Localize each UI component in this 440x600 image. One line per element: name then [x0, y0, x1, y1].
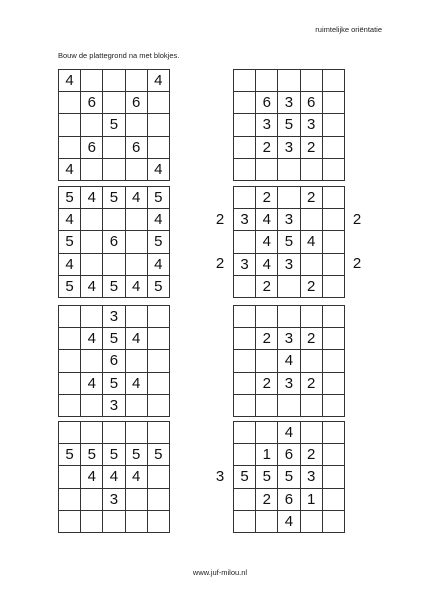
grid-cell: 6 — [103, 350, 125, 372]
grid-cell — [126, 395, 148, 417]
grid-cell: 4 — [148, 70, 170, 92]
grid-cell — [126, 209, 148, 231]
grid-cell — [301, 306, 323, 328]
grid-cell: 3 — [234, 254, 256, 276]
grid-cell: 4 — [256, 231, 278, 253]
grid-cell: 4 — [59, 209, 81, 231]
grid-cell: 2 — [256, 373, 278, 395]
grid-cell: 4 — [148, 209, 170, 231]
grid-cell: 5 — [81, 444, 103, 466]
grid-cell: 4 — [81, 466, 103, 488]
grid-cell: 6 — [81, 137, 103, 159]
worksheet-instruction: Bouw de plattegrond na met blokjes. — [58, 51, 180, 60]
grid-cell — [59, 422, 81, 444]
grid-cell — [323, 137, 345, 159]
grid-cell: 3 — [278, 254, 300, 276]
grid-cell: 4 — [81, 187, 103, 209]
grid-cell: 3 — [103, 306, 125, 328]
grid-cell — [81, 209, 103, 231]
grid-cell — [234, 444, 256, 466]
grid-cell: 3 — [301, 466, 323, 488]
grid-cell — [148, 373, 170, 395]
grid-cell — [323, 395, 345, 417]
outside-right-value: 2 — [352, 255, 362, 273]
grid-cell: 3 — [278, 92, 300, 114]
grid-cell: 4 — [278, 350, 300, 372]
grid-cell — [81, 422, 103, 444]
grid-cell — [103, 159, 125, 181]
grid-cell — [148, 306, 170, 328]
grid-cell — [234, 328, 256, 350]
grid-cell — [256, 511, 278, 533]
grid-cell: 2 — [301, 444, 323, 466]
grid-cell: 4 — [59, 159, 81, 181]
grid-cell: 5 — [103, 444, 125, 466]
grid-cell — [59, 466, 81, 488]
grid-cell: 4 — [148, 254, 170, 276]
grid-cell: 3 — [301, 114, 323, 136]
grid-cell — [323, 231, 345, 253]
footer-url: www.juf-milou.nl — [192, 568, 248, 577]
grid-cell: 6 — [301, 92, 323, 114]
grid-cell — [148, 466, 170, 488]
grid-cell: 6 — [81, 92, 103, 114]
grid-cell: 5 — [278, 231, 300, 253]
grid-cell: 4 — [301, 231, 323, 253]
grid-cell — [278, 187, 300, 209]
grid-cell: 3 — [278, 373, 300, 395]
grid-cell — [59, 511, 81, 533]
grid-cell — [323, 328, 345, 350]
grid-cell: 4 — [126, 328, 148, 350]
grid-cell — [126, 70, 148, 92]
grid-cell — [323, 511, 345, 533]
grid-cell — [81, 489, 103, 511]
grid-cell — [234, 489, 256, 511]
grid-cell: 2 — [301, 328, 323, 350]
grid-cell: 2 — [301, 373, 323, 395]
floor-plan-grid-1 — [58, 69, 170, 181]
grid-cell — [256, 159, 278, 181]
grid-cell: 6 — [278, 444, 300, 466]
grid-cell — [148, 137, 170, 159]
grid-cell — [278, 306, 300, 328]
grid-cell — [301, 254, 323, 276]
grid-cell — [103, 254, 125, 276]
grid-cell — [126, 422, 148, 444]
grid-cell — [323, 114, 345, 136]
grid-cell — [103, 70, 125, 92]
grid-cell — [59, 306, 81, 328]
grid-cell — [59, 350, 81, 372]
grid-cell — [103, 422, 125, 444]
grid-cell — [126, 350, 148, 372]
grid-cell — [323, 276, 345, 298]
grid-cell: 3 — [234, 209, 256, 231]
grid-cell: 3 — [278, 209, 300, 231]
floor-plan-grid-6 — [233, 305, 345, 417]
grid-cell — [59, 395, 81, 417]
grid-cell — [126, 306, 148, 328]
grid-cell: 2 — [301, 137, 323, 159]
grid-cell — [81, 231, 103, 253]
grid-cell: 6 — [256, 92, 278, 114]
grid-cell — [234, 70, 256, 92]
grid-cell — [234, 114, 256, 136]
grid-cell — [103, 209, 125, 231]
grid-cell — [148, 114, 170, 136]
grid-cell: 3 — [278, 328, 300, 350]
grid-cell — [234, 187, 256, 209]
grid-cell: 5 — [126, 444, 148, 466]
grid-cell — [323, 92, 345, 114]
grid-cell — [81, 306, 103, 328]
grid-cell — [126, 231, 148, 253]
grid-cell — [234, 159, 256, 181]
grid-cell — [234, 137, 256, 159]
worksheet-topic: ruimtelijke oriëntatie — [315, 25, 382, 34]
grid-cell — [59, 489, 81, 511]
floor-plan-grid-7 — [58, 421, 170, 533]
grid-cell: 4 — [256, 254, 278, 276]
grid-cell — [256, 422, 278, 444]
floor-plan-grid-2 — [233, 69, 345, 181]
outside-left-value: 3 — [215, 467, 225, 485]
grid-cell — [59, 92, 81, 114]
grid-cell — [148, 328, 170, 350]
grid-cell: 2 — [256, 328, 278, 350]
grid-cell — [234, 373, 256, 395]
grid-cell: 3 — [256, 114, 278, 136]
grid-cell — [234, 350, 256, 372]
grid-cell: 2 — [301, 187, 323, 209]
grid-cell — [148, 395, 170, 417]
grid-cell: 4 — [81, 276, 103, 298]
grid-cell — [234, 422, 256, 444]
grid-cell: 5 — [103, 328, 125, 350]
grid-cell: 3 — [103, 489, 125, 511]
grid-cell — [256, 306, 278, 328]
grid-cell: 4 — [148, 159, 170, 181]
floor-plan-grid-4 — [233, 186, 345, 298]
grid-cell: 4 — [278, 511, 300, 533]
grid-cell: 5 — [59, 444, 81, 466]
grid-cell — [103, 511, 125, 533]
grid-cell — [59, 328, 81, 350]
grid-cell: 5 — [59, 187, 81, 209]
grid-cell: 1 — [301, 489, 323, 511]
grid-cell — [234, 395, 256, 417]
grid-cell: 5 — [59, 276, 81, 298]
grid-cell: 5 — [256, 466, 278, 488]
grid-cell: 4 — [59, 254, 81, 276]
grid-cell: 5 — [148, 276, 170, 298]
grid-cell — [323, 350, 345, 372]
outside-left-value: 2 — [215, 255, 225, 273]
grid-cell: 5 — [278, 114, 300, 136]
grid-cell — [81, 70, 103, 92]
grid-cell: 4 — [256, 209, 278, 231]
grid-cell — [81, 114, 103, 136]
grid-cell — [323, 444, 345, 466]
grid-cell — [148, 422, 170, 444]
grid-cell: 5 — [103, 114, 125, 136]
grid-cell: 3 — [278, 137, 300, 159]
grid-cell — [323, 187, 345, 209]
grid-cell — [323, 373, 345, 395]
grid-cell: 2 — [301, 276, 323, 298]
grid-cell — [148, 489, 170, 511]
grid-cell — [126, 114, 148, 136]
grid-cell — [81, 159, 103, 181]
grid-cell — [234, 92, 256, 114]
grid-cell — [59, 137, 81, 159]
floor-plan-grid-3 — [58, 186, 170, 298]
grid-cell — [103, 137, 125, 159]
grid-cell: 2 — [256, 187, 278, 209]
grid-cell — [126, 159, 148, 181]
grid-cell — [301, 70, 323, 92]
grid-cell — [148, 350, 170, 372]
grid-cell: 2 — [256, 276, 278, 298]
grid-cell: 4 — [126, 276, 148, 298]
grid-cell: 4 — [126, 187, 148, 209]
grid-cell: 2 — [256, 489, 278, 511]
grid-cell — [301, 395, 323, 417]
grid-cell — [256, 70, 278, 92]
grid-cell: 3 — [103, 395, 125, 417]
grid-cell — [301, 422, 323, 444]
grid-cell: 6 — [103, 231, 125, 253]
grid-cell — [234, 511, 256, 533]
grid-cell — [148, 92, 170, 114]
grid-cell: 4 — [103, 466, 125, 488]
grid-cell — [323, 70, 345, 92]
grid-cell — [148, 511, 170, 533]
grid-cell — [323, 466, 345, 488]
grid-cell: 5 — [103, 373, 125, 395]
grid-cell: 2 — [256, 137, 278, 159]
grid-cell — [323, 306, 345, 328]
grid-cell — [323, 159, 345, 181]
grid-cell: 5 — [278, 466, 300, 488]
grid-cell: 5 — [59, 231, 81, 253]
grid-cell — [278, 276, 300, 298]
grid-cell: 4 — [126, 466, 148, 488]
grid-cell — [301, 511, 323, 533]
grid-cell — [103, 92, 125, 114]
grid-cell: 6 — [126, 137, 148, 159]
grid-cell: 5 — [148, 187, 170, 209]
grid-cell: 6 — [278, 489, 300, 511]
grid-cell — [59, 114, 81, 136]
grid-cell — [234, 231, 256, 253]
grid-cell — [278, 159, 300, 181]
grid-cell — [59, 373, 81, 395]
grid-cell: 5 — [103, 276, 125, 298]
floor-plan-grid-5 — [58, 305, 170, 417]
grid-cell — [278, 70, 300, 92]
grid-cell: 1 — [256, 444, 278, 466]
grid-cell — [278, 395, 300, 417]
grid-cell — [126, 254, 148, 276]
grid-cell — [323, 254, 345, 276]
grid-cell — [234, 306, 256, 328]
grid-cell — [256, 350, 278, 372]
grid-cell: 4 — [81, 373, 103, 395]
grid-cell — [81, 350, 103, 372]
grid-cell: 4 — [81, 328, 103, 350]
grid-cell — [323, 209, 345, 231]
grid-cell — [301, 350, 323, 372]
grid-cell — [323, 489, 345, 511]
outside-right-value: 2 — [352, 210, 362, 228]
grid-cell — [81, 395, 103, 417]
grid-cell — [234, 276, 256, 298]
grid-cell — [126, 489, 148, 511]
grid-cell: 5 — [148, 231, 170, 253]
grid-cell — [256, 395, 278, 417]
grid-cell — [323, 422, 345, 444]
outside-left-value: 2 — [215, 210, 225, 228]
grid-cell: 5 — [103, 187, 125, 209]
grid-cell: 6 — [126, 92, 148, 114]
floor-plan-grid-8 — [233, 421, 345, 533]
grid-cell — [301, 159, 323, 181]
grid-cell — [126, 511, 148, 533]
grid-cell: 4 — [126, 373, 148, 395]
grid-cell — [81, 254, 103, 276]
grid-cell: 5 — [148, 444, 170, 466]
grid-cell: 4 — [278, 422, 300, 444]
grid-cell — [301, 209, 323, 231]
grid-cell: 5 — [234, 466, 256, 488]
grid-cell: 4 — [59, 70, 81, 92]
grid-cell — [81, 511, 103, 533]
